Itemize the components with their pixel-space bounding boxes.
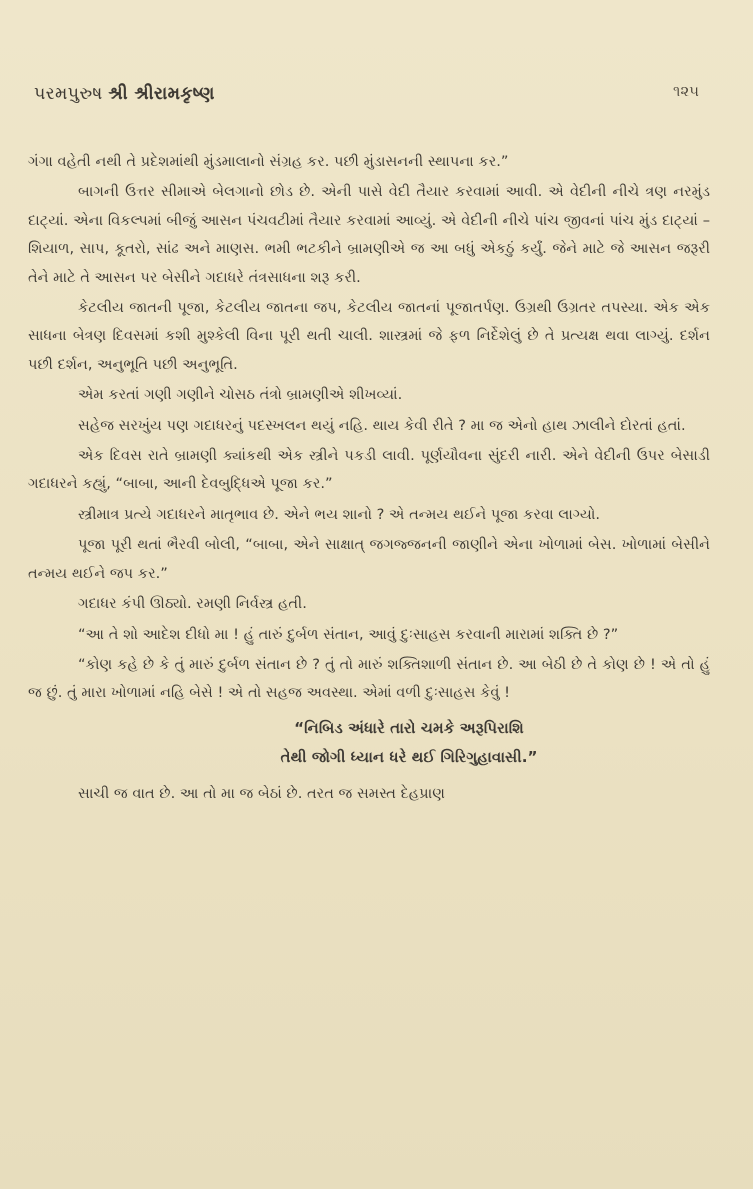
paragraph-7: સ્ત્રીમાત્ર પ્રત્યે ગદાધરને માતૃભાવ છે. એને ભય શાનો ? એ તન્મય થઈને પૂજા કરવા લાગ્યો. bbox=[78, 505, 601, 523]
paragraph-5: સહેજ સરખુંય પણ ગદાધરનું પદસ્ખલન થયું નહિ. થાય કેવી રીતે ? મા જ એનો હાથ ઝાલીને દોરતાં હતાં. bbox=[78, 416, 686, 434]
paragraph-1: ગંગા વહેતી નથી તે પ્રદેશમાંથી મુંડમાલાનો સંગ્રહ કર. પછી મુંડાસનની સ્થાપના કર.” bbox=[28, 153, 509, 170]
closing-paragraph: સાચી જ વાત છે. આ તો મા જ બેઠાં છે. તરત જ સમસ્ત દેહપ્રાણ bbox=[78, 784, 445, 802]
page-number: ૧૨૫ bbox=[672, 82, 699, 100]
paragraph-8: પૂજા પૂરી થતાં ભૈરવી બોલી, “બાબા, એને સાક્ષાત્ જગજ્જનની જાણીને એના ખોળામાં બેસ. ખોળામાં બેસીને તન્મય થઈને જપ કર.” bbox=[28, 536, 710, 582]
paragraph-4: એમ કરતાં ગણી ગણીને ચોસઠ તંત્રો બ્રામણીએ શીખવ્યાં. bbox=[78, 386, 403, 404]
paragraph-6: એક દિવસ રાતે બ્રામણી ક્યાંકથી એક સ્ત્રીને પકડી લાવી. પૂર્ણયૌવના સુંદરી નારી. એને વેદીની ઉપર બેસાડી ગદાધરને કહ્યું, “બાબા, આની દેવબુદ્ધિએ પૂજા કર.” bbox=[28, 447, 710, 493]
verse-line-1: “નિબિડ અંધારે તારો ચમકે અરૂપિરાશિ bbox=[294, 718, 524, 737]
paragraph-9: ગદાધર કંપી ઊઠ્યો. રમણી નિર્વસ્ત્ર હતી. bbox=[78, 595, 307, 613]
running-head bbox=[34, 84, 215, 104]
verse-quote bbox=[28, 714, 710, 772]
page-body bbox=[28, 148, 710, 808]
paragraph-10: “આ તે શો આદેશ દીધો મા ! હું તારું દુર્બળ સંતાન, આવું દુઃસાહસ કરવાની મારામાં શક્તિ છે ?” bbox=[78, 625, 619, 643]
paragraph-2: બાગની ઉત્તર સીમાએ બેલગાનો છોડ છે. એની પાસે વેદી તૈયાર કરવામાં આવી. એ વેદીની નીચે ત્રણ નરમુંડ દાટ્યાં. એના વિકલ્પમાં બીજું આસન પંચવટીમાં તૈયાર કરવામાં આવ્યું. એ વેદીની નીચે પાંચ જીવનાં પાંચ મુંડ દાટ્યાં – શિયાળ, સાપ, કૂતરો, સાંઢ અને માણસ. ભમી ભટકીને બ્રામણીએ જ આ બધું એકઠું કર્યું. જેને માટે જે આસન જરૂરી તેને માટે તે આસન પર બેસીને ગદાધરે તંત્રસાધના શરૂ કરી. bbox=[28, 183, 710, 286]
paragraph-11: “કોણ કહે છે કે તું મારું દુર્બળ સંતાન છે ? તું તો મારું શક્તિશાળી સંતાન છે. આ બેઠી છે તે કોણ છે ! એ તો હું જ છું. તું મારા ખોળામાં નહિ બેસે ! એ તો સહજ અવસ્થા. એમાં વળી દુઃસાહસ કેવું ! bbox=[28, 655, 710, 702]
running-head-prefix: પરમપુરુષ bbox=[34, 84, 103, 104]
verse-line-2: તેથી જોગી ધ્યાન ધરે થઈ ગિરિગુહાવાસી.” bbox=[280, 747, 538, 766]
paragraph-3: કેટલીય જાતની પૂજા, કેટલીય જાતના જપ, કેટલીય જાતનાં પૂજાતર્પણ. ઉગ્રથી ઉગ્રતર તપસ્યા. એક એક સાધના બેત્રણ દિવસમાં કશી મુશ્કેલી વિના પૂરી થતી ચાલી. શાસ્ત્રમાં જે ફળ નિર્દેશેલું છે તે પ્રત્યક્ષ થવા લાગ્યું. દર્શન પછી દર્શન, અનુભૂતિ પછી અનુભૂતિ. bbox=[28, 299, 710, 373]
running-head-name: શ્રી શ્રીરામકૃષ્ણ bbox=[108, 84, 215, 104]
